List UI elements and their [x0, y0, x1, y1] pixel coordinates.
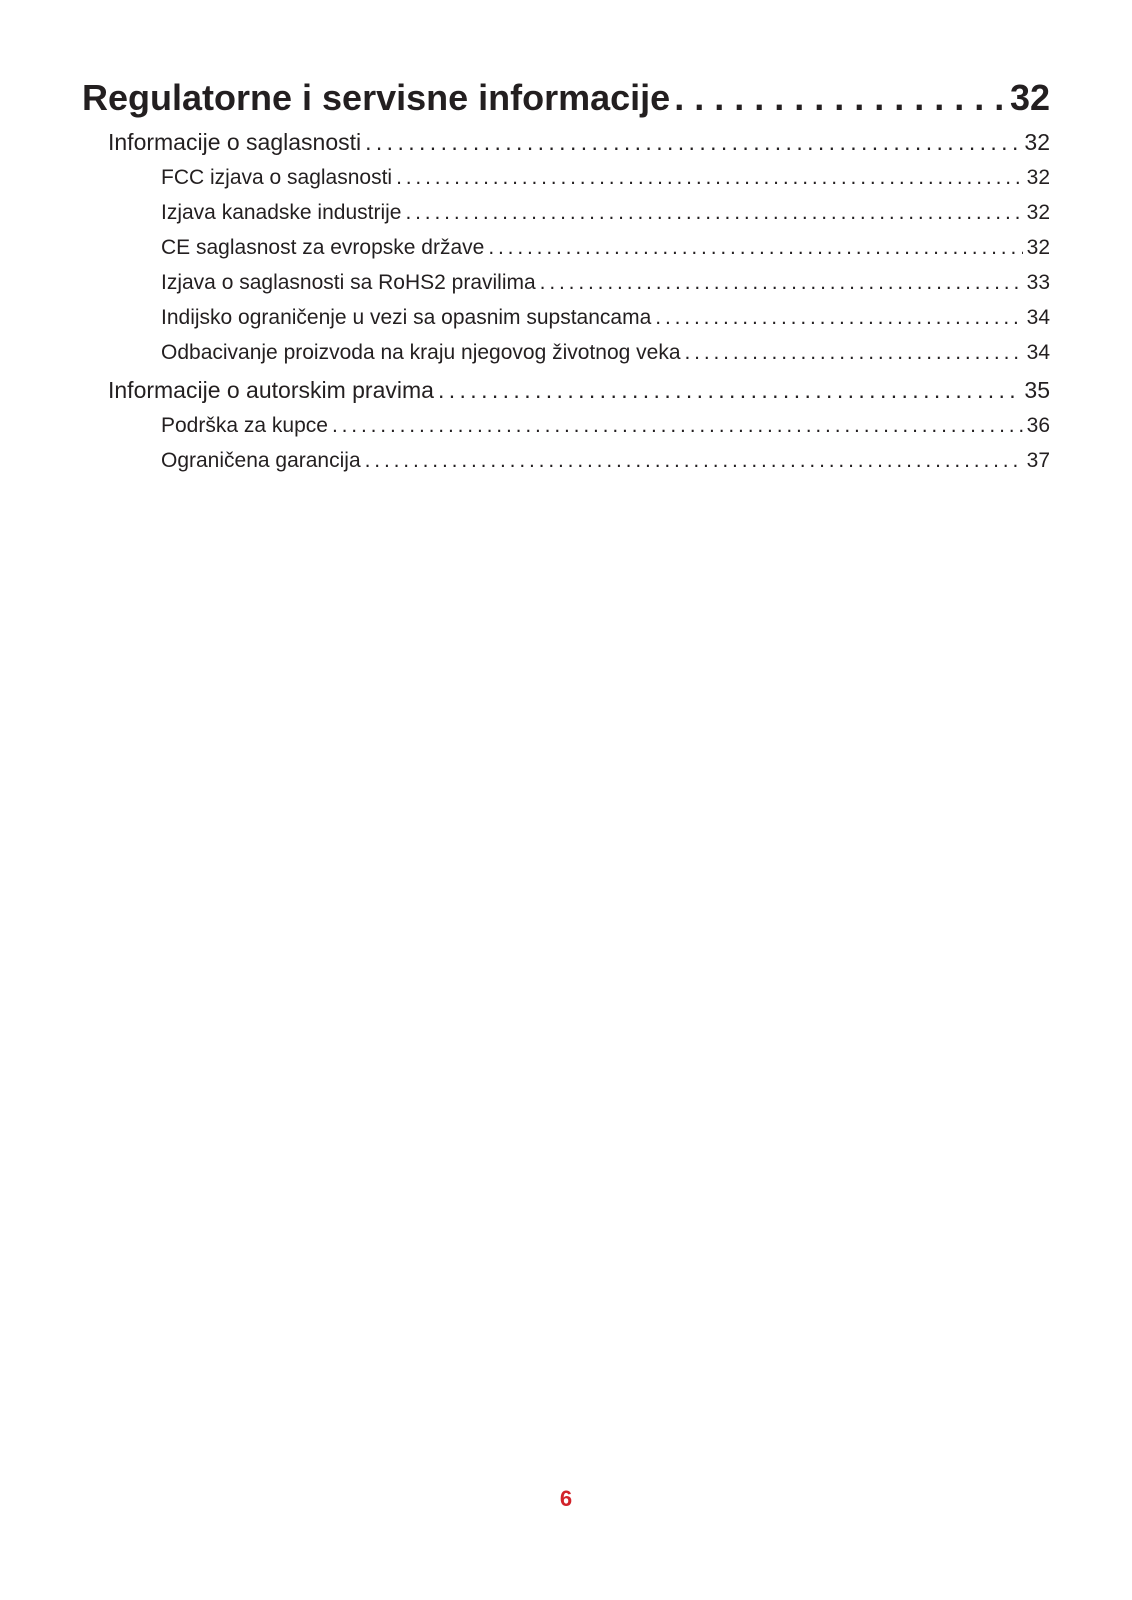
toc-entry-label: CE saglasnost za evropske države [161, 236, 485, 259]
toc-item-support[interactable] [82, 408, 1050, 443]
toc-entry-page: 32 [1024, 129, 1050, 155]
toc-entry-page: 32 [1026, 166, 1050, 189]
toc-entry-page: 37 [1026, 449, 1050, 472]
toc-leader-dots [540, 265, 1023, 300]
toc-entry-label: Regulatorne i servisne informacije [82, 77, 671, 118]
toc-entry-label: Izjava kanadske industrije [161, 201, 402, 224]
toc-leader-dots [685, 335, 1023, 370]
toc-entry-page: 33 [1026, 271, 1050, 294]
toc-leader-dots [365, 443, 1023, 478]
toc-section-compliance[interactable] [82, 124, 1050, 160]
toc-leader-dots [332, 408, 1023, 443]
toc-entry-page: 34 [1026, 341, 1050, 364]
toc-entry-label: Podrška za kupce [161, 414, 328, 437]
toc-entry-page: 36 [1026, 414, 1050, 437]
toc-entry-page: 35 [1024, 377, 1050, 403]
toc-leader-dots [365, 124, 1020, 160]
toc-entry-label: Ograničena garancija [161, 449, 361, 472]
toc-entry-label: Indijsko ograničenje u vezi sa opasnim supstancama [161, 306, 652, 329]
toc-item-ce[interactable] [82, 230, 1050, 265]
toc-entry-label: FCC izjava o saglasnosti [161, 166, 393, 189]
toc-entry-label: Odbacivanje proizvoda na kraju njegovog životnog veka [161, 341, 681, 364]
toc-leader-dots [438, 372, 1020, 408]
toc-entry-page: 34 [1026, 306, 1050, 329]
toc-entry-label: Informacije o saglasnosti [108, 129, 362, 155]
toc-item-warranty[interactable] [82, 443, 1050, 478]
toc-entry-label: Informacije o autorskim pravima [108, 377, 434, 403]
toc-section-copyright[interactable] [82, 372, 1050, 408]
toc-item-canada[interactable] [82, 195, 1050, 230]
toc-item-india[interactable] [82, 300, 1050, 335]
toc-item-rohs2[interactable] [82, 265, 1050, 300]
toc-leader-dots [405, 195, 1022, 230]
toc-entry-page: 32 [1009, 77, 1050, 118]
toc-entry-page: 32 [1026, 201, 1050, 224]
toc-item-fcc[interactable] [82, 160, 1050, 195]
toc-leader-dots [674, 72, 1006, 124]
toc-entry-label: Izjava o saglasnosti sa RoHS2 pravilima [161, 271, 536, 294]
toc-entry-page: 32 [1026, 236, 1050, 259]
toc-item-disposal[interactable] [82, 335, 1050, 370]
table-of-contents [82, 72, 1050, 478]
toc-leader-dots [655, 300, 1022, 335]
toc-leader-dots [396, 160, 1023, 195]
toc-chapter-regulatory[interactable] [82, 72, 1050, 124]
page-number: 6 [559, 1486, 573, 1511]
toc-leader-dots [488, 230, 1022, 265]
